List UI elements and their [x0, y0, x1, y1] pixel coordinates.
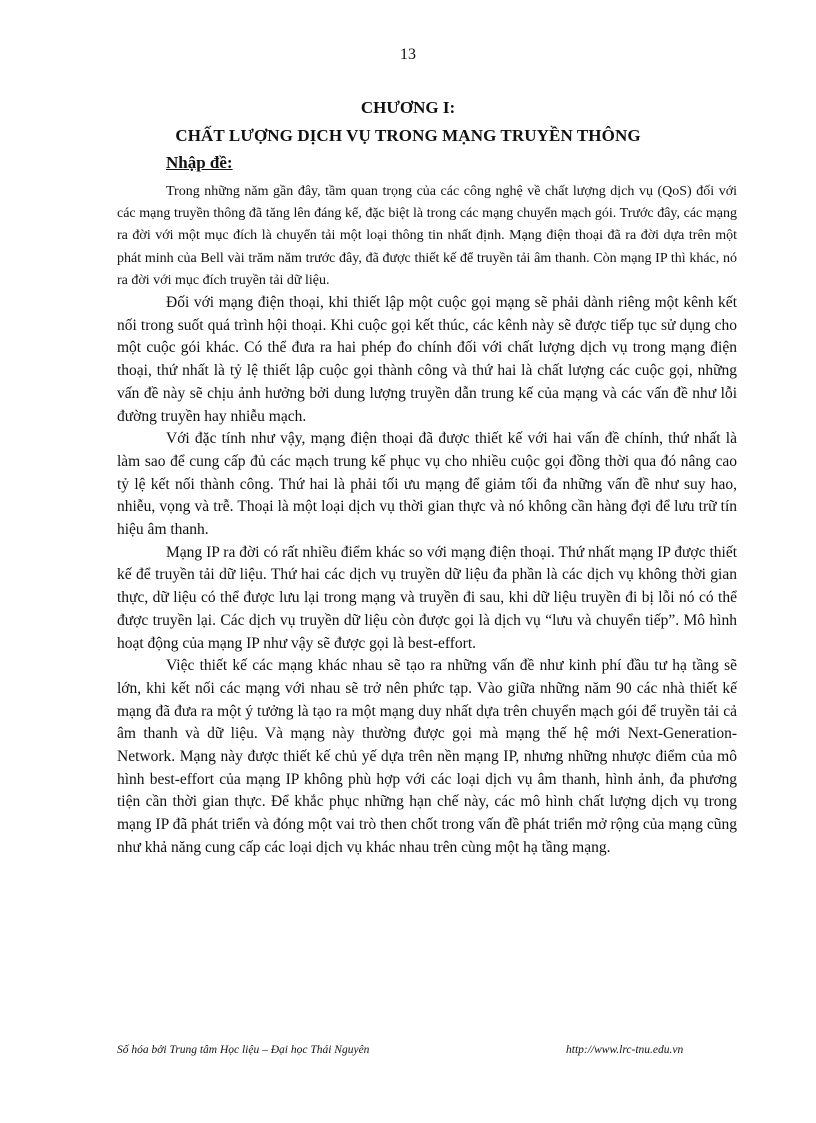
chapter-label: CHƯƠNG I: — [360, 98, 456, 117]
footer-source: Số hóa bởi Trung tâm Học liệu – Đại học Thái Nguyên — [117, 1044, 370, 1056]
body-text — [117, 181, 737, 860]
page-number: 13 — [400, 46, 416, 63]
footer-url[interactable]: http://www.lrc-tnu.edu.vn — [566, 1044, 684, 1056]
section-heading: Nhập đề: — [166, 153, 233, 172]
chapter-title: CHẤT LƯỢNG DỊCH VỤ TRONG MẠNG TRUYỀN THÔNG — [175, 126, 641, 145]
paragraph: Trong những năm gần đây, tầm quan trọng của các công nghệ về chất lượng dịch vụ (QoS) đối với các mạng truyền thông đã tăng lên đáng kể, đặc biệt là trong các mạng chuyển mạch gói. Trước đây, các mạng ra đời với một mục đích là chuyển tải một loại thông tin nhất định. Mạng điện thoại đã ra đời dựa trên một phát minh của Bell vài trăm năm trước đây, đã được thiết kế để truyền tải âm thanh. Còn mạng IP thì khác, nó ra đời với mục đích truyền tải dữ liệu. — [117, 184, 737, 288]
paragraph: Việc thiết kế các mạng khác nhau sẽ tạo ra những vấn đề như kinh phí đầu tư hạ tầng sẽ lớn, khi kết nối các mạng với nhau sẽ trở nên phức tạp. Vào giữa những năm 90 các nhà thiết kế mạng đã đưa ra một ý tưởng là tạo ra một mạng duy nhất dựa trên chuyển mạch gói để truyền tải cả âm thanh và dữ liệu. Và mạng này thường được gọi mà mạng thế hệ mới Next-Generation-Network. Mạng này được thiết kế chủ yế dựa trên nền mạng IP, nhưng những nhược điểm của mô hình best-effort của mạng IP không phù hợp với các loại dịch vụ âm thanh, hình ảnh, đa phương tiện cần thời gian thực. Để khắc phục những hạn chế này, các mô hình chất lượng dịch vụ trong mạng IP đã phát triển và đóng một vai trò then chốt trong vấn đề phát triển mở rộng của mạng cũng như khả năng cung cấp các loại dịch vụ khác nhau trên cùng một hạ tầng mạng. — [117, 657, 737, 856]
paragraph: Đối với mạng điện thoại, khi thiết lập một cuộc gọi mạng sẽ phải dành riêng một kênh kết nối trong suốt quá trình hội thoại. Khi cuộc gọi kết thúc, các kênh này sẽ được tiếp tục sử dụng cho một cuộc gói khác. Có thể đưa ra hai phép đo chính đối với chất lượng dịch vụ trong mạng điện thoại, thứ nhất là tỷ lệ thiết lập cuộc gọi thành công và thứ hai là chất lượng các cuộc gọi, những vấn đề này sẽ chịu ảnh hưởng bởi dung lượng truyền dẫn trung kế của mạng và các vấn đề như lỗi đường truyền hay nhiễu mạch. — [117, 294, 737, 425]
paragraph: Với đặc tính như vậy, mạng điện thoại đã được thiết kế với hai vấn đề chính, thứ nhất là làm sao để cung cấp đủ các mạch trung kế phục vụ cho nhiều cuộc gọi đồng thời qua đó nâng cao tỷ lệ kết nối thành công. Thứ hai là phải tối ưu mạng để giảm tối đa những vấn đề như suy hao, nhiễu, vọng và trễ. Thoại là một loại dịch vụ thời gian thực và nó không cần hàng đợi để lưu trữ tín hiệu âm thanh. — [117, 430, 737, 539]
paragraph: Mạng IP ra đời có rất nhiều điểm khác so với mạng điện thoại. Thứ nhất mạng IP được thiết kế để truyền tải dữ liệu. Thứ hai các dịch vụ truyền dữ liệu đa phần là các dịch vụ không thời gian thực, dữ liệu có thể được lưu lại trong mạng và truyền đi sau, khi dữ liệu truyền đi bị lỗi nó có thể được truyền lại. Các dịch vụ truyền dữ liệu còn được gọi là dịch vụ “lưu và chuyển tiếp”. Mô hình hoạt động của mạng IP như vậy sẽ được gọi là best-effort. — [117, 543, 737, 652]
